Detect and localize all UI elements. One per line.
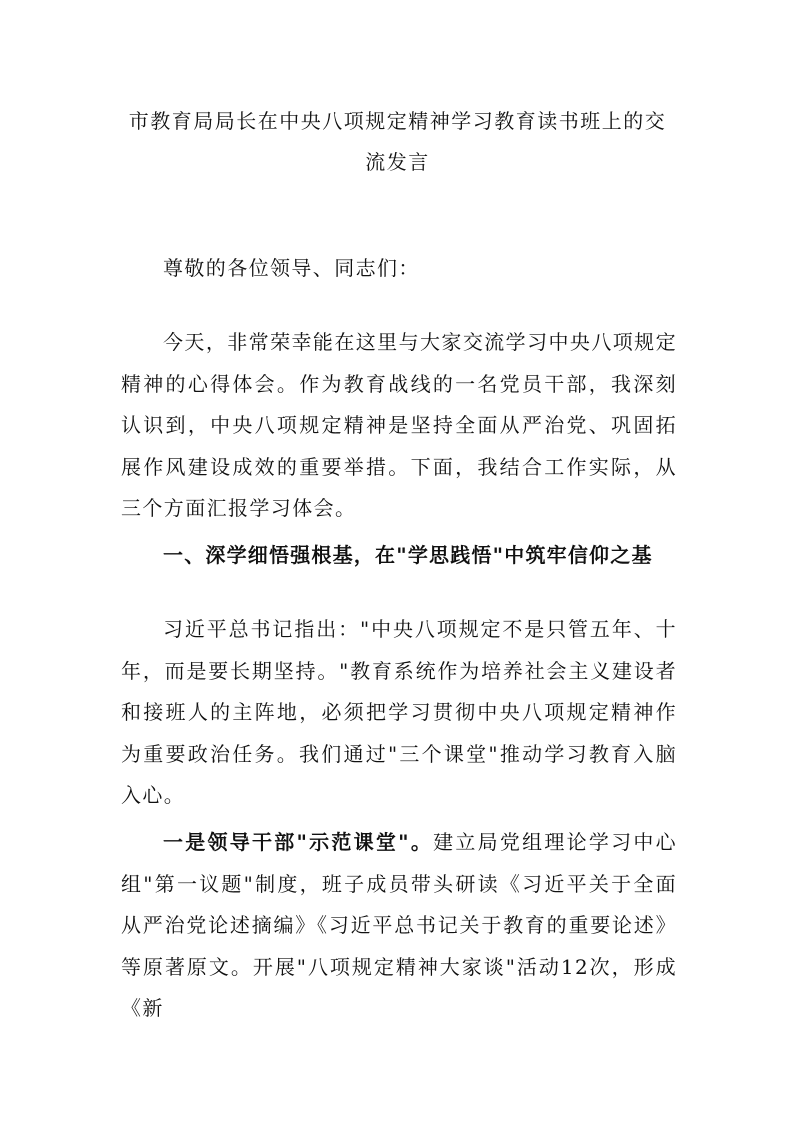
- title-line-2: 流发言: [365, 150, 430, 174]
- point-1-body: 建立局党组理论学习中心组"第一议题"制度，班子成员带头研读《习近平关于全面从严治党论述摘编》《习近平总书记关于教育的重要论述》等原著原文。开展"八项规定精神大家谈"活动12次，形成《新: [121, 830, 677, 1020]
- salutation: 尊敬的各位领导、同志们：: [163, 256, 420, 280]
- section-1-heading: 一、深学细悟强根基，在"学思践悟"中筑牢信仰之基: [163, 543, 653, 567]
- intro-paragraph: 今天，非常荣幸能在这里与大家交流学习中央八项规定精神的心得体会。作为教育战线的一名党员干部，我深刻认识到，中央八项规定精神是坚持全面从严治党、巩固拓展作风建设成效的重要举措。下面，我结合工作实际，从三个方面汇报学习体会。: [121, 330, 677, 520]
- point-1-lead: 一是领导干部"示范课堂"。: [163, 830, 434, 854]
- document-title: [110, 101, 685, 183]
- section-1-paragraph: 习近平总书记指出："中央八项规定不是只管五年、十年，而是要长期坚持。"教育系统作为培养社会主义建设者和接班人的主阵地，必须把学习贯彻中央八项规定精神作为重要政治任务。我们通过"三个课堂"推动学习教育入脑入心。: [121, 617, 677, 807]
- title-line-1: 市教育局局长在中央八项规定精神学习教育读书班上的交: [128, 109, 667, 133]
- point-1-paragraph: [121, 822, 677, 1030]
